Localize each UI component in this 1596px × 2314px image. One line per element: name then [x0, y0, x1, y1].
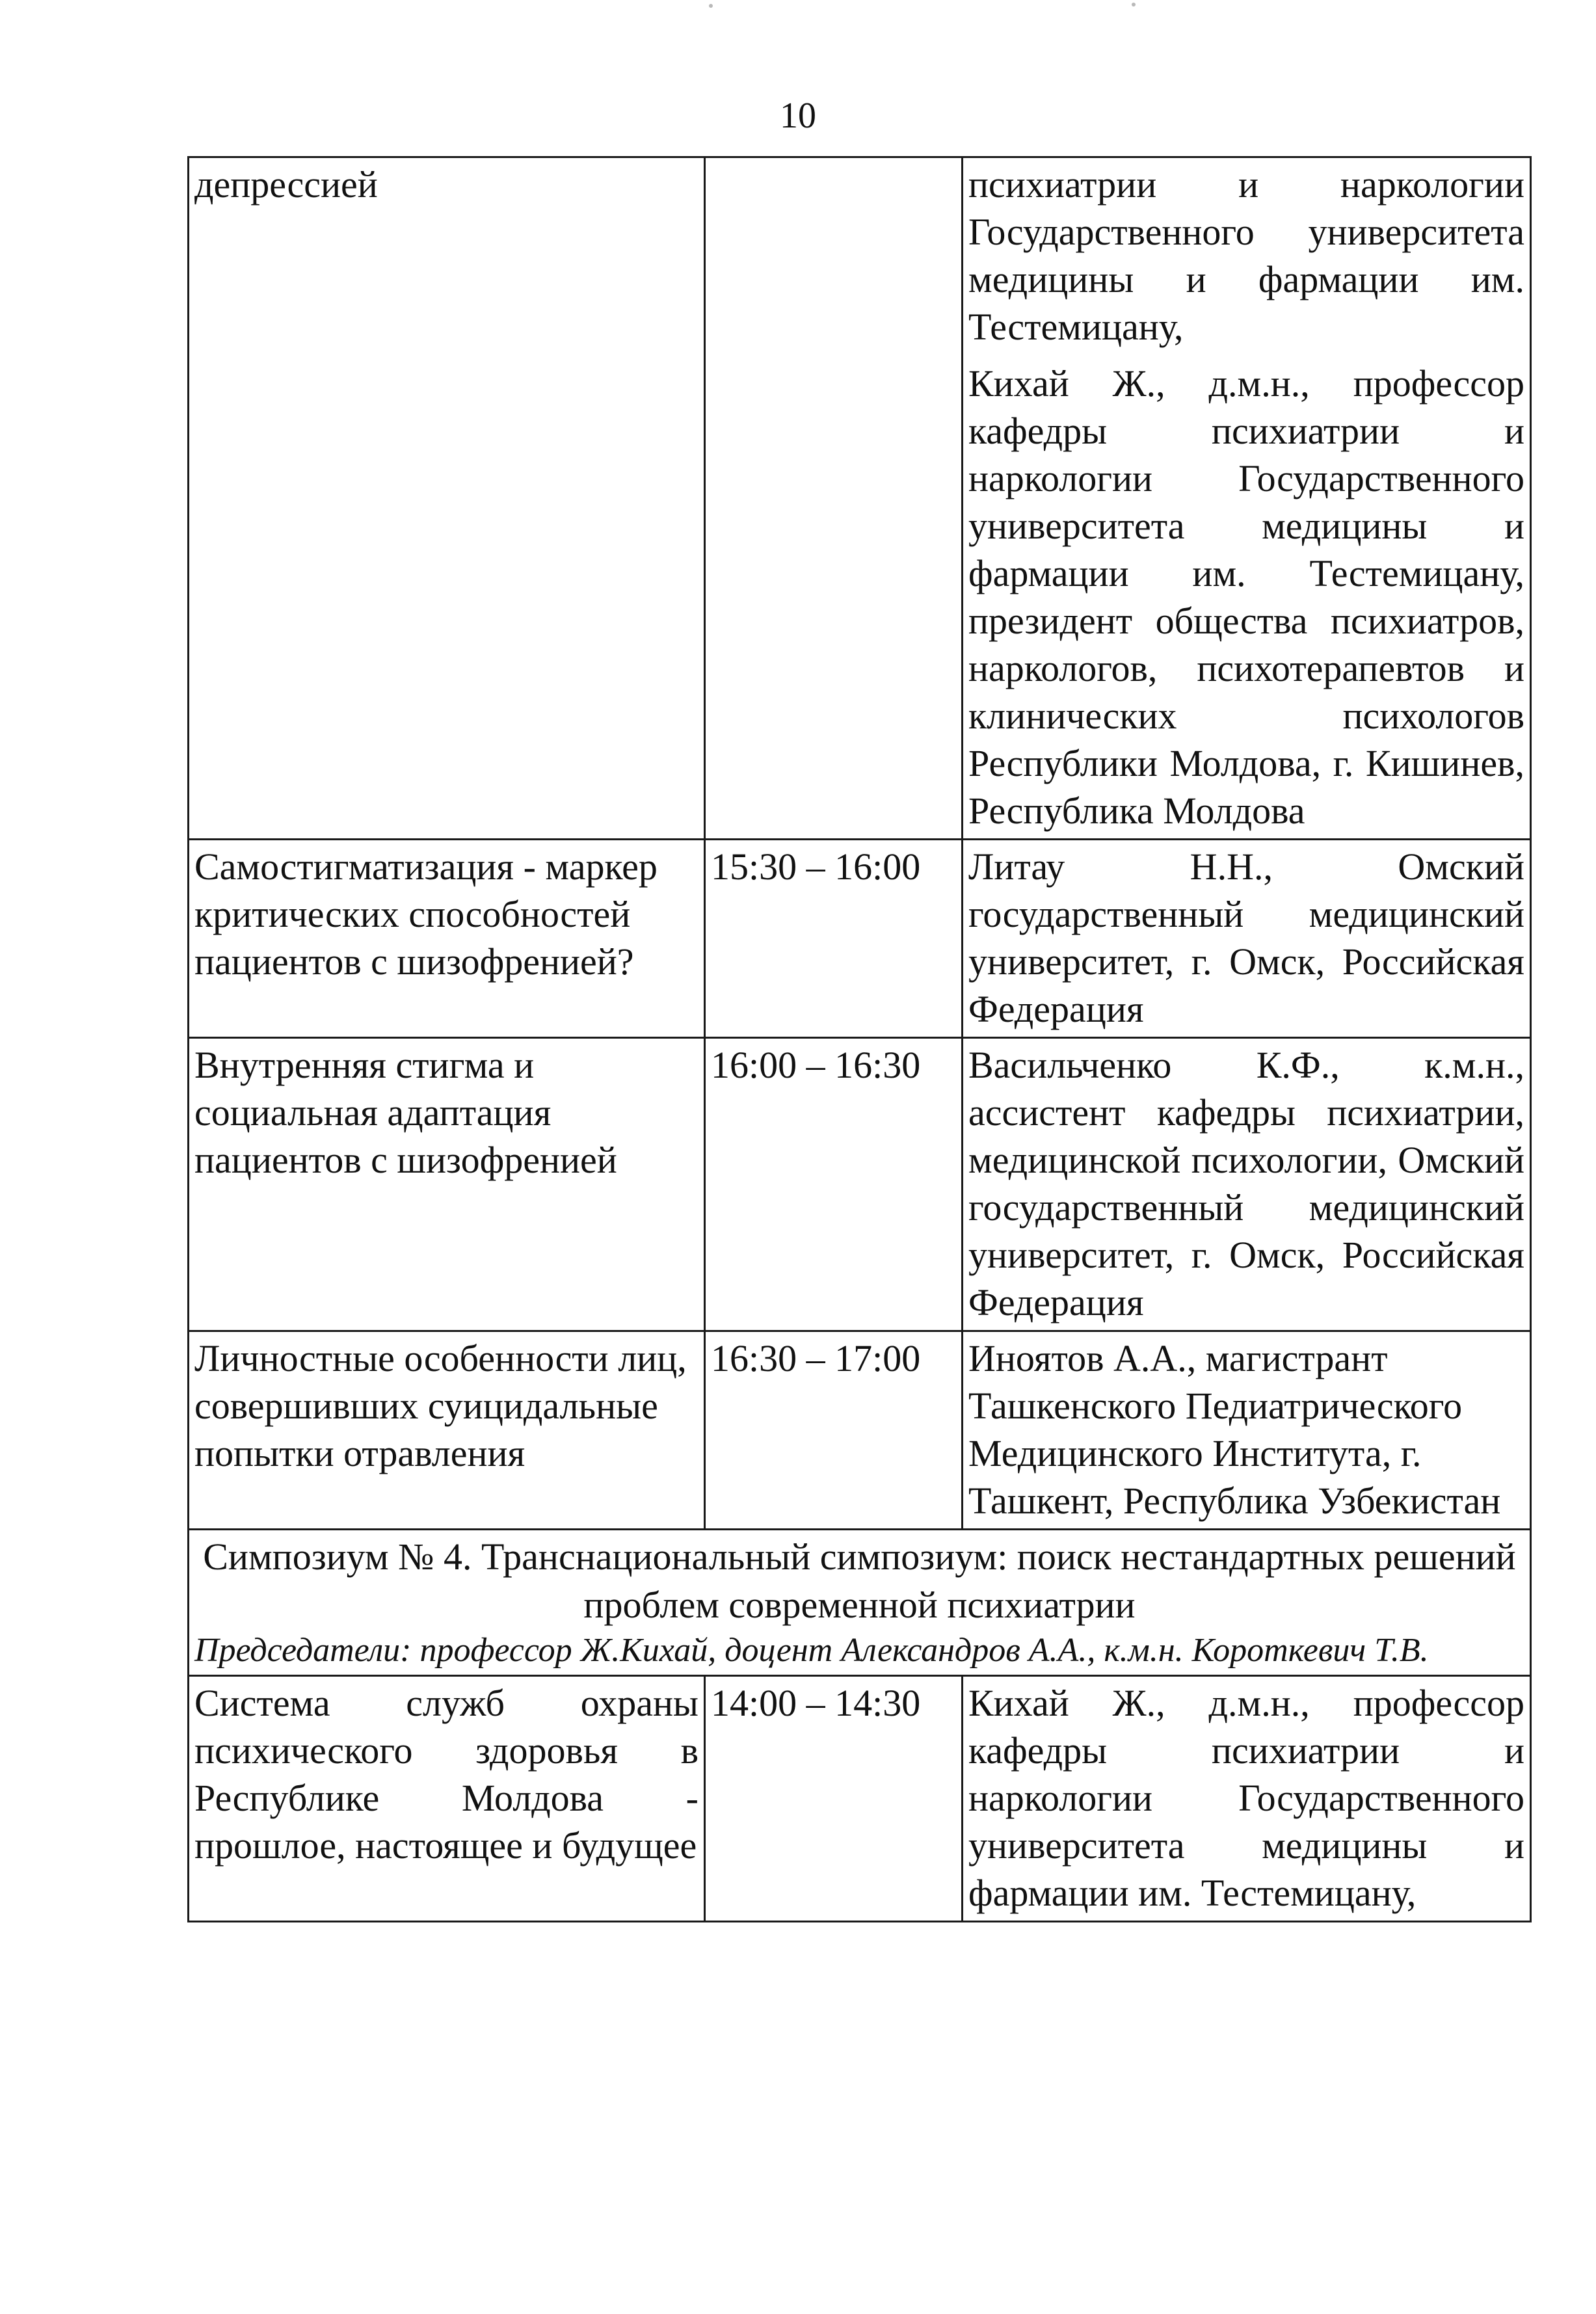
symposium-chairs: Председатели: профессор Ж.Кихай, доцент Александров А.А., к.м.н. Короткевич Т.В.: [194, 1632, 1429, 1669]
speaker-info: Кихай Ж., д.м.н., профессор кафедры психиатрии и наркологии Государственного университета медицины и фармации им. Тестемицану,: [968, 1682, 1524, 1914]
topic-cell: Самостигматизация - маркер критических способностей пациентов с шизофренией?: [189, 840, 705, 1038]
speaker-info: Литау Н.Н., Омский государственный медицинский университет, г. Омск, Российская Федерация: [968, 845, 1524, 1030]
speaker-info: Васильченко К.Ф., к.м.н., ассистент кафедры психиатрии, медицинской психологии, Омский государственный медицинский университет, г. Омск, Российская Федерация: [968, 1044, 1524, 1323]
symposium-cell: [189, 1530, 1531, 1676]
speaker-info: психиатрии и наркологии Государственного университета медицины и фармации им. Тестемицану,: [968, 163, 1524, 348]
speaker-cell: [963, 157, 1531, 840]
speaker-cell: [963, 1676, 1531, 1922]
table-row: [189, 1676, 1531, 1922]
table-row: [189, 840, 1531, 1038]
topic-cell: Система служб охраны психического здоровья в Республике Молдова - прошлое, настоящее и будущее: [189, 1676, 705, 1922]
schedule-table: [187, 156, 1532, 1922]
scan-speck: [1132, 3, 1136, 7]
table-row: [189, 157, 1531, 840]
speaker-info: Кихай Ж., д.м.н., профессор кафедры психиатрии и наркологии Государственного университета медицины и фармации им. Тестемицану, президент общества психиатров, наркологов, психотерапевтов и клинических психологов Республики Молдова, г. Кишинев, Республика Молдова: [968, 362, 1524, 832]
time-cell: [705, 157, 963, 840]
table-row: [189, 1331, 1531, 1530]
time-cell: 14:00 – 14:30: [705, 1676, 963, 1922]
time-cell: 15:30 – 16:00: [705, 840, 963, 1038]
symposium-row: [189, 1530, 1531, 1676]
topic-cell: Личностные особенности лиц, совершивших суицидальные попытки отравления: [189, 1331, 705, 1530]
speaker-info: Иноятов А.А., магистрант Ташкенского Педиатрического Медицинского Института, г. Ташкент, Республика Узбекистан: [968, 1337, 1501, 1522]
speaker-cell: [963, 1331, 1531, 1530]
topic-cell: депрессией: [189, 157, 705, 840]
topic-cell: Внутренняя стигма и социальная адаптация пациентов с шизофренией: [189, 1038, 705, 1331]
speaker-cell: [963, 840, 1531, 1038]
table-row: [189, 1038, 1531, 1331]
scan-speck: [709, 4, 713, 8]
symposium-title: Симпозиум № 4. Транснациональный симпозиум: поиск нестандартных решений проблем современной психиатрии: [203, 1536, 1516, 1626]
time-cell: 16:30 – 17:00: [705, 1331, 963, 1530]
time-cell: 16:00 – 16:30: [705, 1038, 963, 1331]
page-number: 10: [780, 96, 816, 136]
speaker-cell: [963, 1038, 1531, 1331]
